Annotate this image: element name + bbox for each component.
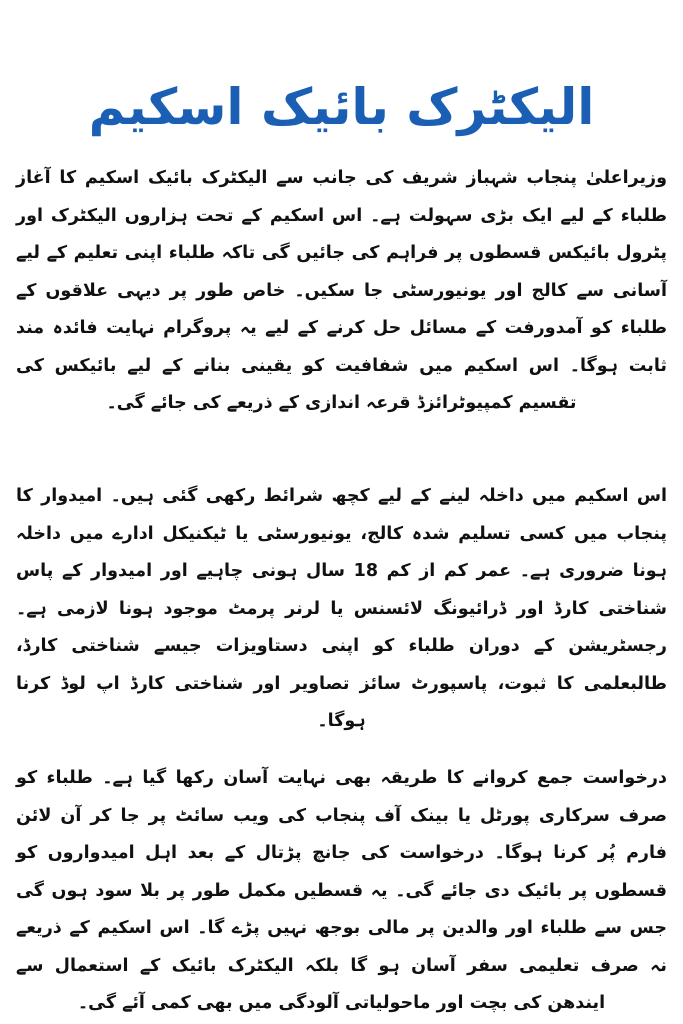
article-paragraph-2: اس اسکیم میں داخلہ لینے کے لیے کچھ شرائط رکھی گئی ہیں۔ امیدوار کا پنجاب میں کسی تسلیم شدہ کالج، یونیورسٹی یا ٹیکنیکل ادارے میں داخلہ ہونا ضروری ہے۔ عمر کم از کم 18 سال ہونی چاہیے اور امیدوار کے پاس شناختی کارڈ اور ڈرائیونگ لائسنس یا لرنر پرمٹ موجود ہونا لازمی ہے۔ رجسٹریشن کے دوران طلباء کو اپنی دستاویزات جیسے شناختی کارڈ، طالبعلمی کا ثبوت، پاسپورٹ سائز تصاویر اور شناختی کارڈ اپ لوڈ کرنا ہوگا۔ bbox=[16, 486, 667, 731]
article-paragraph-1: وزیراعلیٰ پنجاب شہباز شریف کی جانب سے الیکٹرک بائیک اسکیم کا آغاز طلباء کے لیے ایک بڑی سہولت ہے۔ اس اسکیم کے تحت ہزاروں الیکٹرک اور پٹرول بائیکس قسطوں پر فراہم کی جائیں گی تاکہ طلباء اپنی تعلیم کے لیے آسانی سے کالج اور یونیورسٹی جا سکیں۔ خاص طور پر دیہی علاقوں کے طلباء کو آمدورفت کے مسائل حل کرنے کے لیے یہ پروگرام نہایت فائدہ مند ثابت ہوگا۔ اس اسکیم میں شفافیت کو یقینی بنانے کے لیے بائیکس کی تقسیم کمپیوٹرائزڈ قرعہ اندازی کے ذریعے کی جائے گی۔ bbox=[16, 168, 667, 413]
article-paragraph-3: درخواست جمع کروانے کا طریقہ بھی نہایت آسان رکھا گیا ہے۔ طلباء کو صرف سرکاری پورٹل یا بینک آف پنجاب کی ویب سائٹ پر جا کر آن لائن فارم پُر کرنا ہوگا۔ درخواست کی جانچ پڑتال کے بعد اہل امیدواروں کو قسطوں پر بائیک دی جائے گی۔ یہ قسطیں مکمل طور پر بلا سود ہوں گی جس سے طلباء اور والدین پر مالی بوجھ نہیں پڑے گا۔ اس اسکیم کے ذریعے نہ صرف تعلیمی سفر آسان ہو گا بلکہ الیکٹرک بائیک کے استعمال سے ایندھن کی بچت اور ماحولیاتی آلودگی میں بھی کمی آئے گی۔ bbox=[16, 768, 667, 1013]
article-title: الیکٹرک بائیک اسکیم bbox=[88, 77, 595, 136]
